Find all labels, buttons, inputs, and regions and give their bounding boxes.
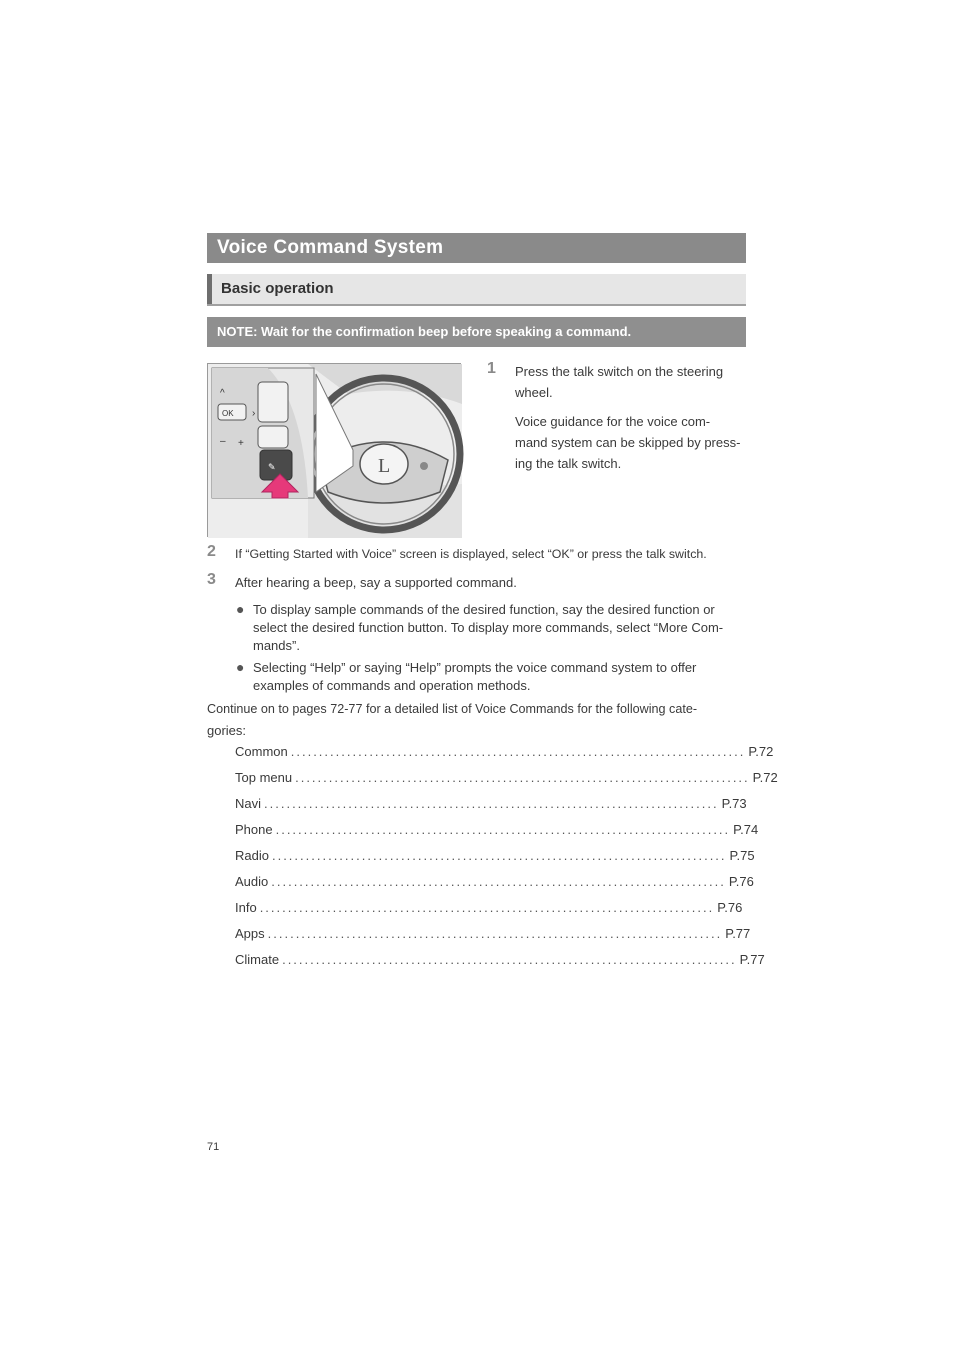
toc-name: Audio bbox=[235, 874, 269, 889]
toc-leader: ................................................................................. bbox=[259, 900, 715, 915]
ok-button-label: OK bbox=[222, 409, 234, 418]
toc-row-radio[interactable] bbox=[235, 848, 755, 868]
toc-leader: ................................................................................. bbox=[295, 770, 750, 785]
step-1-line-2: wheel. bbox=[515, 385, 553, 400]
step-2-number: 2 bbox=[207, 543, 216, 560]
bullet-2-line-1: Selecting “Help” or saying “Help” prompts the voice command system to offer bbox=[253, 660, 697, 675]
note-banner: NOTE: Wait for the confirmation beep before speaking a command. bbox=[207, 317, 746, 347]
step-1-number: 1 bbox=[487, 360, 496, 377]
toc-leader: ................................................................................. bbox=[271, 874, 726, 889]
toc-leader: ................................................................................. bbox=[282, 952, 737, 967]
intro-line-2: gories: bbox=[207, 723, 247, 738]
toc-ref: P.74 bbox=[733, 822, 759, 837]
svg-text:›: › bbox=[252, 408, 256, 419]
toc-row-apps[interactable] bbox=[235, 926, 751, 946]
brand-logo: L bbox=[378, 455, 391, 477]
toc-ref: P.72 bbox=[752, 770, 778, 785]
bullet-2-glyph: ● bbox=[236, 659, 245, 675]
toc-ref: P.76 bbox=[728, 874, 754, 889]
toc-ref: P.72 bbox=[748, 744, 774, 759]
toc-ref: P.73 bbox=[721, 796, 747, 811]
toc-row-top-menu[interactable] bbox=[235, 770, 778, 790]
step-2-text: If “Getting Started with Voice” screen is displayed, select “OK” or press the talk switch. bbox=[235, 547, 707, 561]
toc-name: Radio bbox=[235, 848, 269, 863]
toc-ref: P.76 bbox=[717, 900, 743, 915]
step-3-text: After hearing a beep, say a supported command. bbox=[235, 575, 517, 590]
toc-name: Top menu bbox=[235, 770, 293, 785]
step-1-detail-2: mand system can be skipped by press- bbox=[515, 435, 741, 450]
svg-text:^: ^ bbox=[220, 388, 225, 399]
toc-row-climate[interactable] bbox=[235, 952, 765, 972]
step-1-line-1: Press the talk switch on the steering bbox=[515, 364, 724, 379]
bullet-1-glyph: ● bbox=[236, 601, 245, 617]
toc-row-common[interactable] bbox=[235, 744, 774, 764]
toc-row-audio[interactable] bbox=[235, 874, 754, 894]
bullet-1-line-3: mands”. bbox=[253, 638, 300, 653]
svg-text:‒: ‒ bbox=[220, 436, 226, 447]
toc-row-phone[interactable] bbox=[235, 822, 759, 842]
step-3-number: 3 bbox=[207, 571, 216, 588]
toc-ref: P.77 bbox=[739, 952, 765, 967]
section-title: Voice Command System bbox=[207, 233, 746, 263]
toc-leader: ................................................................................. bbox=[271, 848, 727, 863]
step-1-detail-3: ing the talk switch. bbox=[515, 456, 622, 471]
talk-switch-icon: ✎ bbox=[268, 462, 276, 472]
page-number: 71 bbox=[207, 1141, 220, 1153]
step-1-detail-1: Voice guidance for the voice com- bbox=[515, 414, 711, 429]
toc-leader: ................................................................................. bbox=[267, 926, 723, 941]
steering-wheel-drawing bbox=[208, 364, 462, 538]
subsection-header bbox=[207, 274, 746, 306]
subsection-accent bbox=[207, 274, 212, 304]
toc-ref: P.75 bbox=[729, 848, 755, 863]
toc-name: Climate bbox=[235, 952, 280, 967]
toc-ref: P.77 bbox=[725, 926, 751, 941]
bullet-1-line-1: To display sample commands of the desired function, say the desired function or bbox=[253, 602, 715, 617]
toc-name: Common bbox=[235, 744, 288, 759]
toc-row-info[interactable] bbox=[235, 900, 743, 920]
toc-name: Info bbox=[235, 900, 257, 915]
toc-leader: ................................................................................. bbox=[264, 796, 719, 811]
toc-name: Apps bbox=[235, 926, 265, 941]
switch-closeup bbox=[212, 368, 314, 498]
steering-wheel-illustration bbox=[207, 363, 461, 537]
toc-name: Navi bbox=[235, 796, 262, 811]
toc-leader: ................................................................................. bbox=[290, 744, 746, 759]
toc-row-navi[interactable] bbox=[235, 796, 747, 816]
intro-line-1: Continue on to pages 72-77 for a detailed list of Voice Commands for the following cate- bbox=[207, 702, 698, 716]
subsection-title: Basic operation bbox=[221, 280, 334, 297]
svg-text:+: + bbox=[238, 438, 244, 449]
toc-leader: ................................................................................. bbox=[275, 822, 731, 837]
toc-name: Phone bbox=[235, 822, 273, 837]
bullet-1-line-2: select the desired function button. To display more commands, select “More Com- bbox=[253, 620, 724, 635]
bullet-2-line-2: examples of commands and operation methods. bbox=[253, 678, 531, 693]
